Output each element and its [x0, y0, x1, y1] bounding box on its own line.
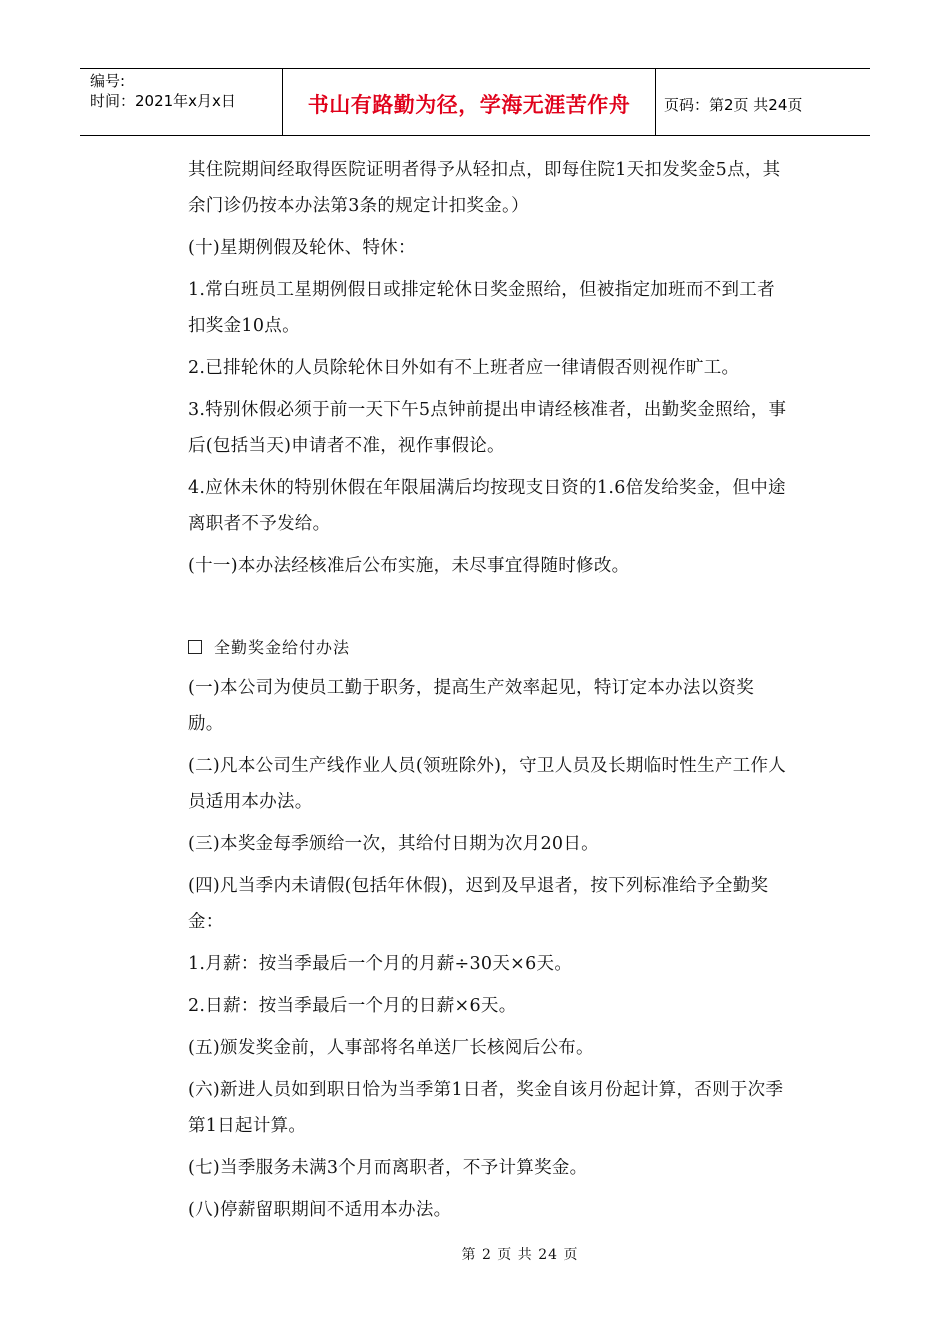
- paragraph: (二)凡本公司生产线作业人员(领班除外)，守卫人员及长期临时性生产工作人员适用本办法。: [188, 756, 787, 812]
- paragraph: 1.月薪：按当季最后一个月的月薪÷30天×6天。: [188, 954, 573, 974]
- document-body: [188, 152, 788, 1234]
- paragraph: (四)凡当季内未请假(包括年休假)，迟到及早退者，按下列标准给予全勤奖金：: [188, 876, 769, 932]
- paragraph: 3.特别休假必须于前一天下午5点钟前提出申请经核准者，出勤奖金照给，事后(包括当天)申请者不准，视作事假论。: [188, 400, 787, 456]
- paragraph: (七)当季服务未满3个月而离职者，不予计算奖金。: [188, 1158, 588, 1178]
- paragraph: (十一)本办法经核准后公布实施，未尽事宜得随时修改。: [188, 556, 630, 576]
- header-meta: [80, 69, 282, 135]
- document-time-label: 时间：2021年x月x日: [90, 92, 236, 110]
- paragraph: 2.已排轮休的人员除轮休日外如有不上班者应一律请假否则视作旷工。: [188, 358, 740, 378]
- checkbox-square-icon: [188, 640, 202, 654]
- paragraph: (六)新进人员如到职日恰为当季第1日者，奖金自该月份起计算，否则于次季第1日起计算。: [188, 1080, 784, 1136]
- header-motto: 书山有路勤为径，学海无涯苦作舟: [282, 69, 656, 135]
- section-heading: [188, 632, 788, 664]
- section-spacer: [188, 590, 788, 632]
- paragraph: 1.常白班员工星期例假日或排定轮休日奖金照给，但被指定加班而不到工者扣奖金10点。: [188, 280, 775, 336]
- section-heading-text: 全勤奖金给付办法: [214, 638, 351, 657]
- paragraph: (十)星期例假及轮休、特休：: [188, 238, 416, 258]
- paragraph: (三)本奖金每季颁给一次，其给付日期为次月20日。: [188, 834, 599, 854]
- paragraph: 其住院期间经取得医院证明者得予从轻扣点，即每住院1天扣发奖金5点，其余门诊仍按本办法第3条的规定计扣奖金。）: [188, 160, 781, 216]
- paragraph: (一)本公司为使员工勤于职务，提高生产效率起见，特订定本办法以资奖励。: [188, 678, 755, 734]
- paragraph: (八)停薪留职期间不适用本办法。: [188, 1200, 452, 1220]
- page-header: [80, 68, 870, 136]
- paragraph: 2.日薪：按当季最后一个月的日薪×6天。: [188, 996, 517, 1016]
- paragraph: (五)颁发奖金前，人事部将名单送厂长核阅后公布。: [188, 1038, 594, 1058]
- document-number-label: 编号:: [90, 72, 126, 90]
- page-footer: 第 2 页 共 24 页: [461, 1247, 579, 1263]
- header-page-info: 页码：第2页 共24页: [664, 95, 803, 114]
- paragraph: 4.应休未休的特别休假在年限届满后均按现支日资的1.6倍发给奖金，但中途离职者不予发给。: [188, 478, 786, 534]
